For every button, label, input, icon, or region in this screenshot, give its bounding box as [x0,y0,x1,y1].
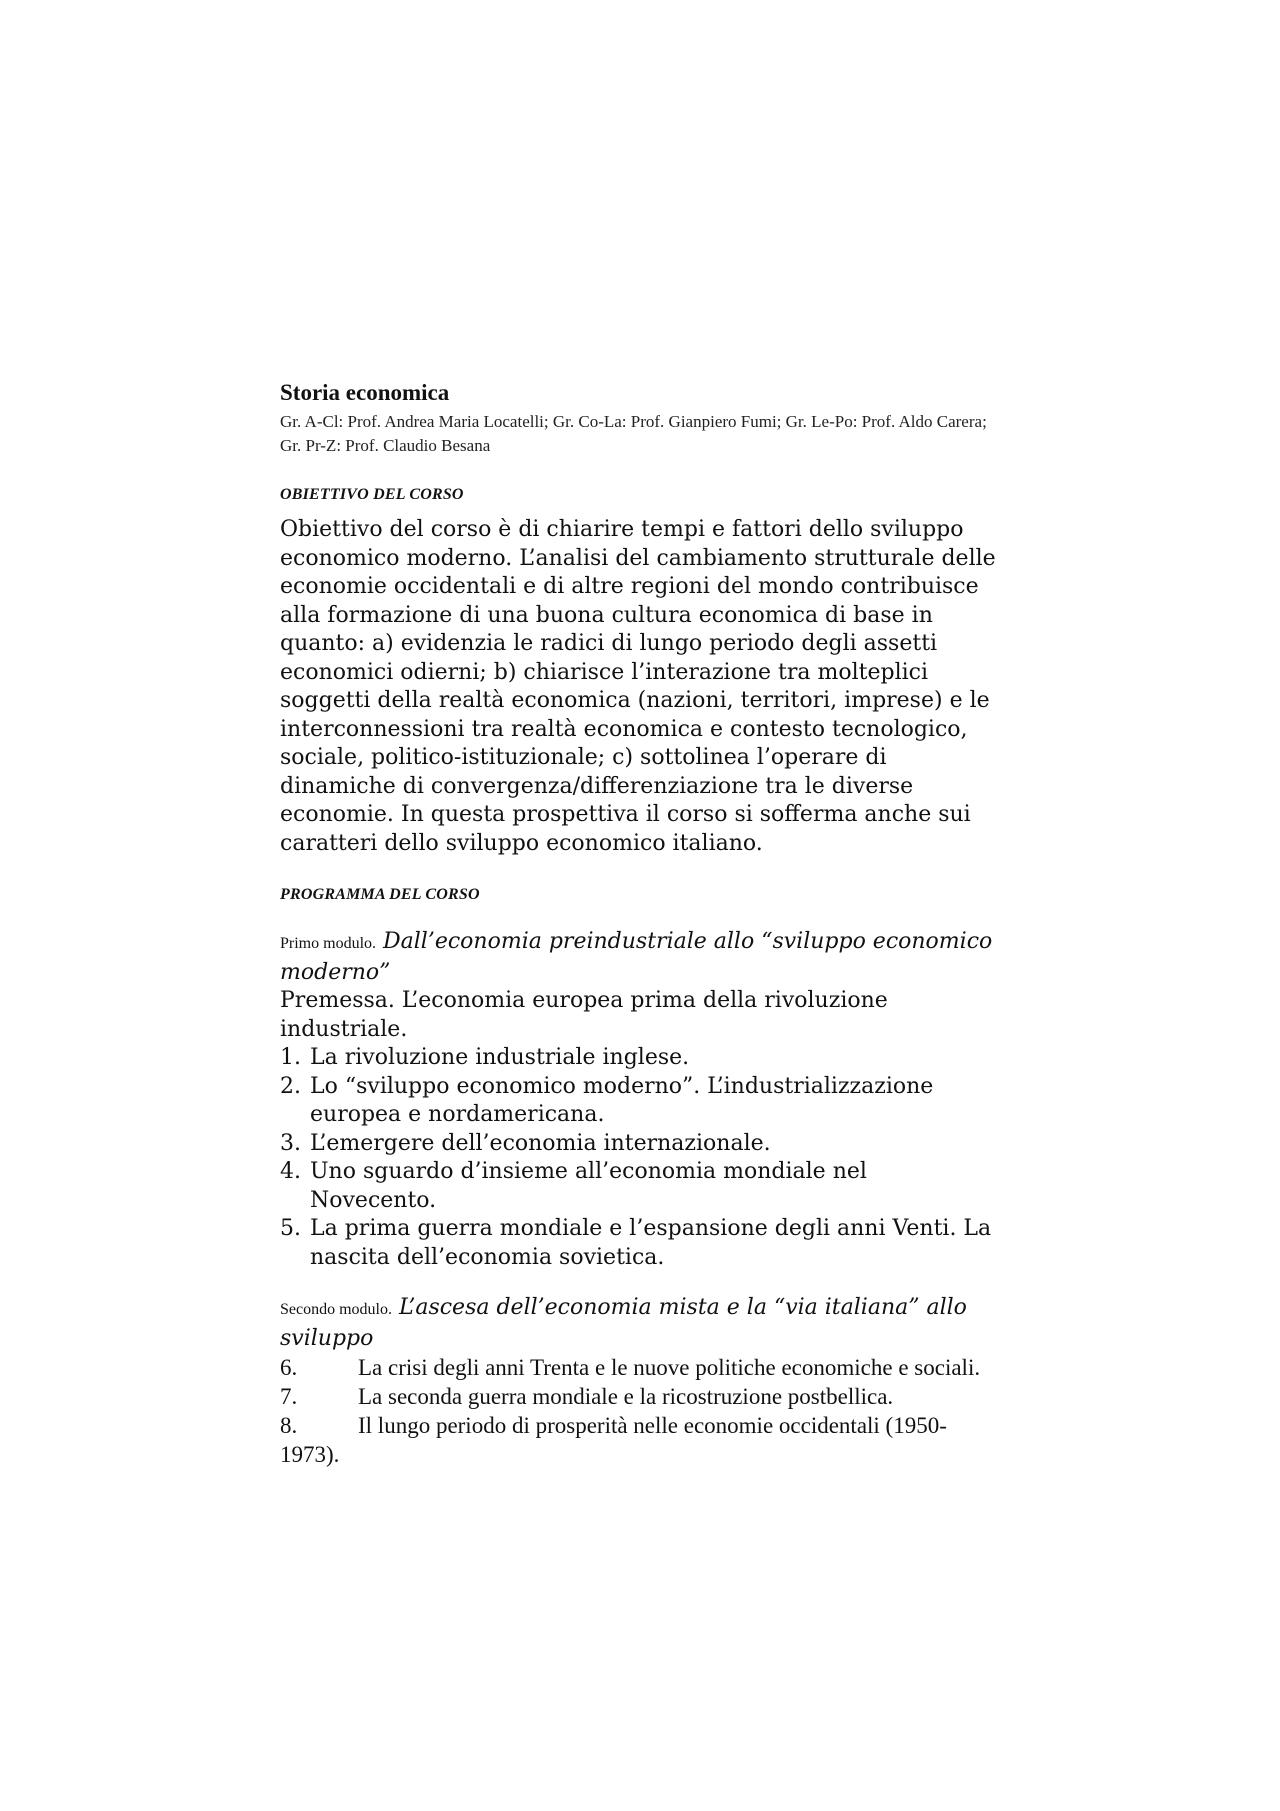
list-item-text: L’emergere dell’economia internazionale. [310,1130,771,1156]
list-item [280,1130,1000,1159]
list-item-number: 2. [280,1073,301,1099]
list-item-number: 6. [280,1355,298,1380]
module-2 [280,1294,1000,1469]
list-item-text: La crisi degli anni Trenta e le nuove politiche economiche e sociali. [358,1355,981,1380]
module-2-title [280,1294,1000,1353]
module-2-topics [280,1353,1000,1469]
list-item-text: Uno sguardo d’insieme all’economia mondiale nel Novecento. [310,1159,867,1213]
module-2-label: Secondo modulo. [280,1301,392,1318]
module-1-name: Dall’economia preindustriale allo “sviluppo economico moderno” [280,929,993,985]
list-item [280,1411,1000,1469]
list-item-text: La seconda guerra mondiale e la ricostruzione postbellica. [358,1384,894,1409]
document-page [280,378,1000,1469]
list-item [280,1353,1000,1382]
objective-heading: OBIETTIVO DEL CORSO [280,486,464,503]
module-1-premise: Premessa. L’economia europea prima della rivoluzione industriale. [280,988,888,1042]
module-1-title [280,928,1000,987]
module-1 [280,928,1000,1272]
list-item-text: Lo “sviluppo economico moderno”. L’industrializzazione europea e nordamericana. [310,1073,934,1127]
list-item [280,1044,1000,1073]
list-item-number: 4. [280,1159,301,1184]
module-2-name: L’ascesa dell’economia mista e la “via italiana” allo sviluppo [280,1295,967,1351]
module-1-label: Primo modulo. [280,935,377,952]
list-item-text: Il lungo periodo di prosperità nelle economie occidentali (1950-1973). [280,1413,947,1467]
module-1-topics [280,1044,1000,1272]
list-item-text: La rivoluzione industriale inglese. [310,1045,690,1070]
objective-text: Obiettivo del corso è di chiarire tempi e fattori dello sviluppo economico moderno. L’analisi del cambiamento strutturale delle economie occidentali e di altre regioni del mondo contribuisce alla formazione di una buona cultura economica di base in quanto: a) evidenzia le radici di lungo periodo degli assetti economici odierni; b) chiarisce l’interazione tra molteplici soggetti della realtà economica (nazioni, territori, imprese) e le interconnessioni tra realtà economica e contesto tecnologico, sociale, politico-istituzionale; c) sottolinea l’operare di dinamiche di convergenza/differenziazione tra le diverse economie. In questa prospettiva il corso si sofferma anche sui caratteri dello sviluppo economico italiano. [280,517,996,856]
course-teachers: Gr. A-Cl: Prof. Andrea Maria Locatelli; Gr. Co-La: Prof. Gianpiero Fumi; Gr. Le-Po: Prof. Aldo Carera; Gr. Pr-Z: Prof. Claudio Besana [280,412,987,455]
list-item-text: La prima guerra mondiale e l’espansione degli anni Venti. La nascita dell’economia sovietica. [310,1216,992,1270]
program-heading: PROGRAMMA DEL CORSO [280,886,480,903]
list-item [280,1073,1000,1130]
course-title: Storia economica [280,380,450,405]
list-item [280,1382,1000,1411]
list-item-number: 7. [280,1384,298,1409]
list-item [280,1158,1000,1215]
list-item-number: 8. [280,1413,298,1438]
list-item-number: 1. [280,1045,301,1070]
list-item-number: 3. [280,1130,301,1156]
list-item-number: 5. [280,1216,301,1241]
list-item [280,1215,1000,1272]
